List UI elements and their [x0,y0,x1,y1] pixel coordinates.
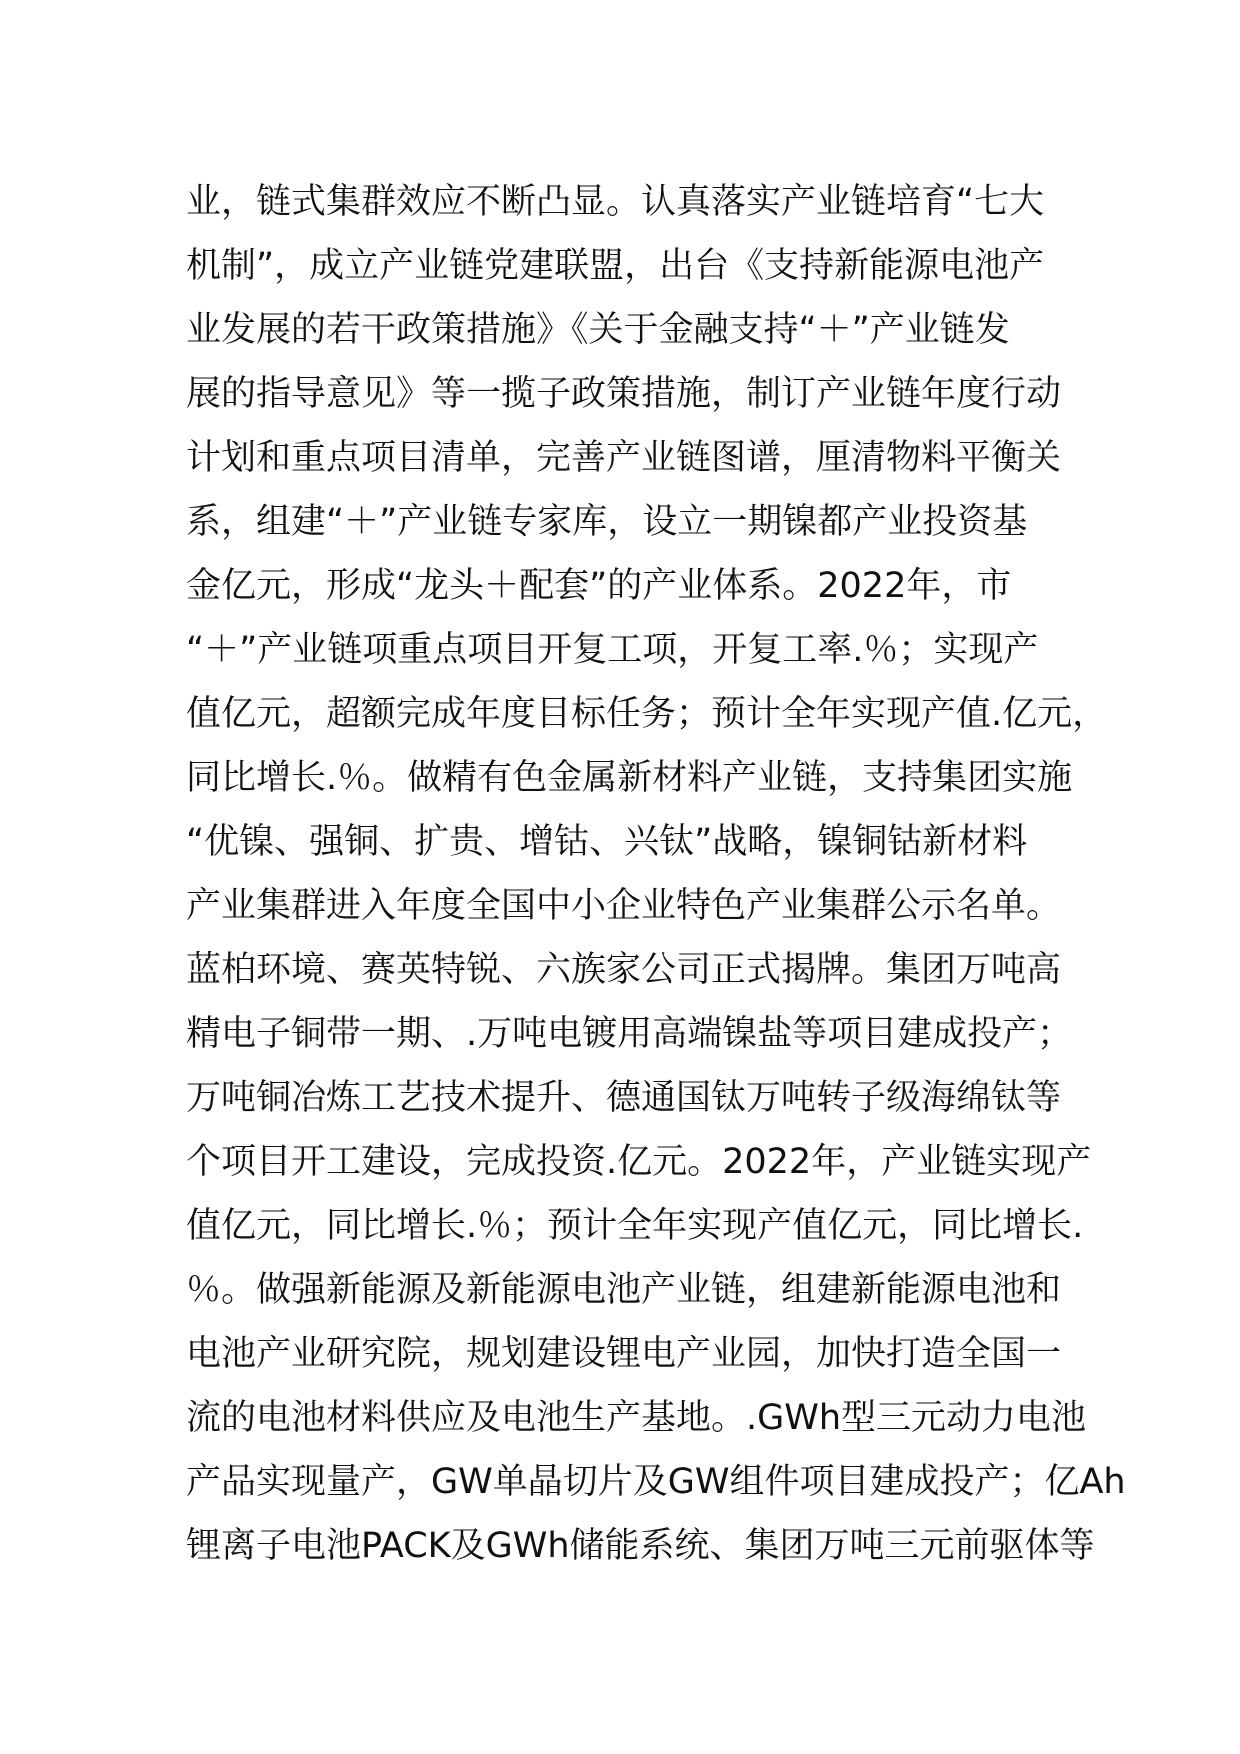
text-line: 展的指导意见》等一揽子政策措施，制订产业链年度行动 [186,374,1062,414]
text-line: “优镍、强铜、扩贵、增钴、兴钛”战略，镍铜钴新材料 [186,822,1028,862]
text-line: 业，链式集群效应不断凸显。认真落实产业链培育“七大 [186,182,1045,222]
text-line: 业发展的若干政策措施》《关于金融支持“＋”产业链发 [186,310,1010,350]
text-line: 金亿元，形成“龙头＋配套”的产业体系。2022年，市 [186,566,1012,606]
text-line: ％。做强新能源及新能源电池产业链，组建新能源电池和 [186,1270,1062,1310]
text-line: 值亿元，超额完成年度目标任务；预计全年实现产值.亿元， [186,694,1108,734]
text-line: 电池产业研究院，规划建设锂电产业园，加快打造全国一 [186,1334,1062,1374]
text-line: 蓝柏环境、赛英特锐、六族家公司正式揭牌。集团万吨高 [186,950,1062,990]
text-line: 产品实现量产，GW单晶切片及GW组件项目建成投产；亿Ah [186,1462,1126,1502]
text-line: 机制”，成立产业链党建联盟，出台《支持新能源电池产 [186,246,1045,286]
body-text [186,170,1126,1578]
text-line: 计划和重点项目清单，完善产业链图谱，厘清物料平衡关 [186,438,1062,478]
text-line: 流的电池材料供应及电池生产基地。.GWh型三元动力电池 [186,1398,1087,1438]
text-line: “＋”产业链项重点项目开复工项，开复工率.％；实现产 [186,630,1039,670]
text-line: 系，组建“＋”产业链专家库，设立一期镍都产业投资基 [186,502,1028,542]
text-line: 精电子铜带一期、.万吨电镀用高端镍盐等项目建成投产； [186,1014,1073,1054]
text-line: 产业集群进入年度全国中小企业特色产业集群公示名单。 [186,886,1062,926]
text-line: 值亿元，同比增长.％；预计全年实现产值亿元，同比增长. [186,1206,1084,1246]
text-line: 万吨铜冶炼工艺技术提升、德通国钛万吨转子级海绵钛等 [186,1078,1062,1118]
text-line: 同比增长.％。做精有色金属新材料产业链，支持集团实施 [186,758,1073,798]
text-line: 锂离子电池PACK及GWh储能系统、集团万吨三元前驱体等 [186,1526,1095,1566]
text-line: 个项目开工建设，完成投资.亿元。2022年，产业链实现产 [186,1142,1092,1182]
